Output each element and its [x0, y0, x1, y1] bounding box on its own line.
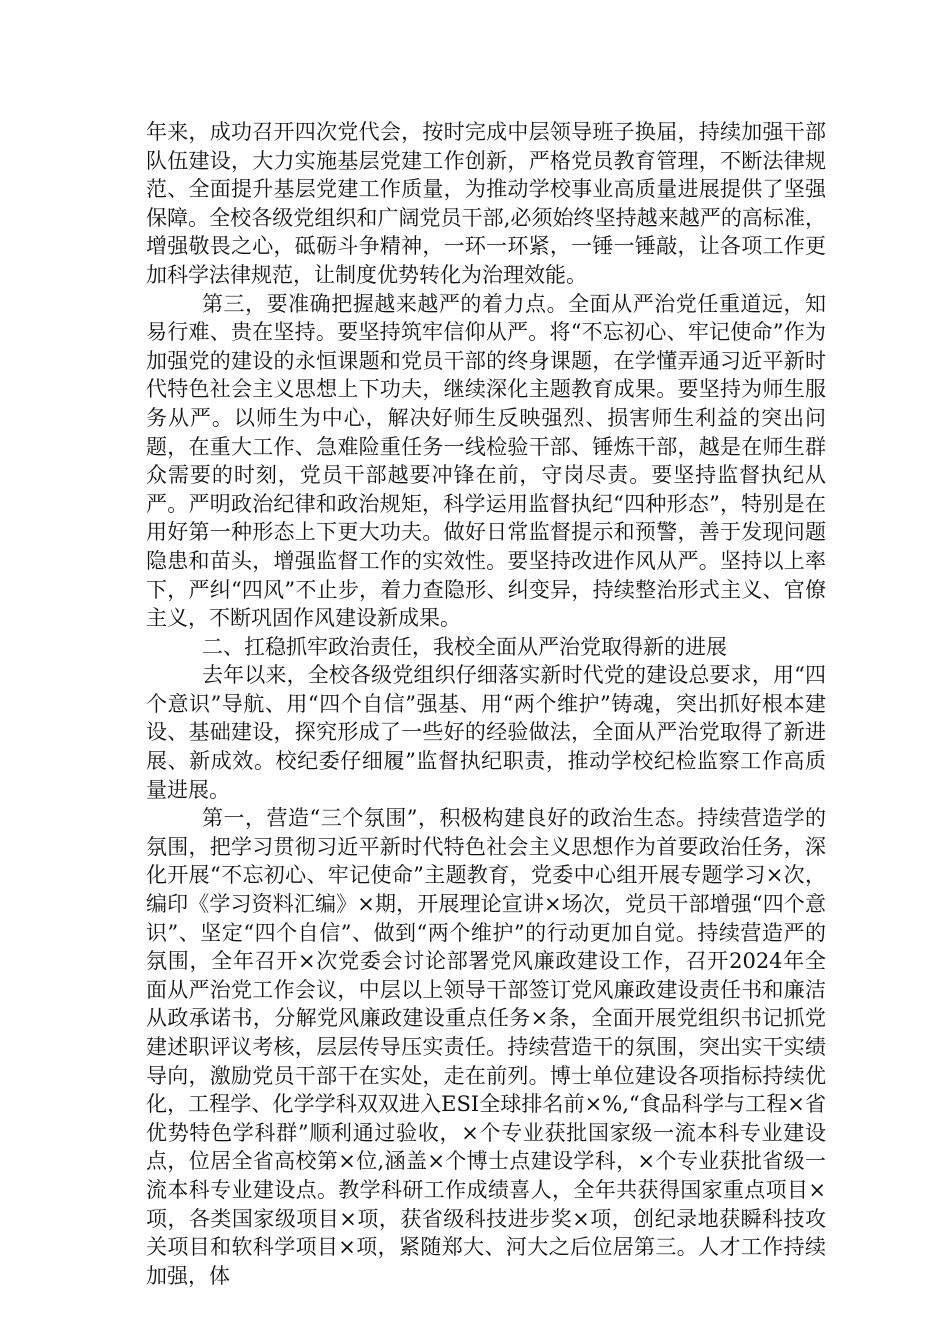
paragraph-first-point: 第一，营造“三个氛围”，积极构建良好的政治生态。持续营造学的氛围，把学习贯彻习近平新时代特色社会主义思想作为首要政治任务，深化开展“不忘初心、牢记使命”主题教育，党委中心组开展专题学习×次，编印《学习资料汇编》×期，开展理论宣讲×场次，党员干部增强“四个意识”、坚定“四个自信”、做到“两个维护”的行动更加自觉。持续营造严的氛围，全年召开×次党委会讨论部署党风廉政建设工作，召开2024年全面从严治党工作会议，中层以上领导干部签订党风廉政建设责任书和廉洁从政承诺书，分解党风廉政建设重点任务×条，全面开展党组织书记抓党建述职评议考核，层层传导压实责任。持续营造干的氛围，突出实干实绩导向，激励党员干部干在实处，走在前列。博士单位建设各项指标持续优化，工程学、化学学科双双进入ESI全球排名前×%,“食品科学与工程×省优势特色学科群”顺利通过验收，×个专业获批国家级一流本科专业建设点，位居全省高校第×位,涵盖×个博士点建设学科，×个专业获批省级一流本科专业建设点。教学科研工作成绩喜人，全年共获得国家重点项目×项，各类国家级项目×项，获省级科技进步奖×项，创纪录地获瞬科技攻关项目和软科学项目×项，紧随郑大、河大之后位居第三。人才工作持续加强，体 [146, 806, 826, 1288]
document-body [146, 118, 826, 1290]
paragraph-section-intro: 去年以来，全校各级党组织仔细落实新时代党的建设总要求，用“四个意识”导航、用“四个自信”强基、用“两个维护”铸魂，突出抓好根本建设、基础建设，探究形成了一些好的经验做法，全面从严治党取得了新进展、新成效。校纪委仔细履”监督执纪职责，推动学校纪检监察工作高质量进展。 [146, 663, 826, 802]
paragraph-continuation: 年来，成功召开四次党代会，按时完成中层领导班子换届，持续加强干部队伍建设，大力实施基层党建工作创新，严格党员教育管理，不断法律规范、全面提升基层党建工作质量，为推动学校事业高质量进展提供了坚强保障。全校各级党组织和广阔党员干部,必须始终坚持越来越严的高标准，增强敬畏之心，砥砺斗争精神，一环一环紧，一锤一锤敲，让各项工作更加科学法律规范，让制度优势转化为治理效能。 [146, 120, 826, 287]
section-heading: 二、扛稳抓牢政治责任，我校全面从严治党取得新的进展 [202, 634, 727, 659]
paragraph-third-point: 第三，要准确把握越来越严的着力点。全面从严治党任重道远，知易行难、贵在坚持。要坚持筑牢信仰从严。将“不忘初心、牢记使命”作为加强党的建设的永恒课题和党员干部的终身课题，在学懂弄通习近平新时代特色社会主义思想上下功夫，继续深化主题教育成果。要坚持为师生服务从严。以师生为中心，解决好师生反映强烈、损害师生利益的突出问题，在重大工作、急难险重任务一线检验干部、锤炼干部，越是在师生群众需要的时刻，党员干部越要冲锋在前，守岗尽责。要坚持监督执纪从严。严明政治纪律和政治规矩，科学运用监督执纪“四种形态”，特别是在用好第一种形态上下更大功夫。做好日常监督提示和预警，善于发现问题隐患和苗头，增强监督工作的实效性。要坚持改进作风从严。坚持以上率下，严纠“四风”不止步，着力查隐形、纠变异，持续整治形式主义、官僚主义，不断巩固作风建设新成果。 [146, 291, 826, 631]
